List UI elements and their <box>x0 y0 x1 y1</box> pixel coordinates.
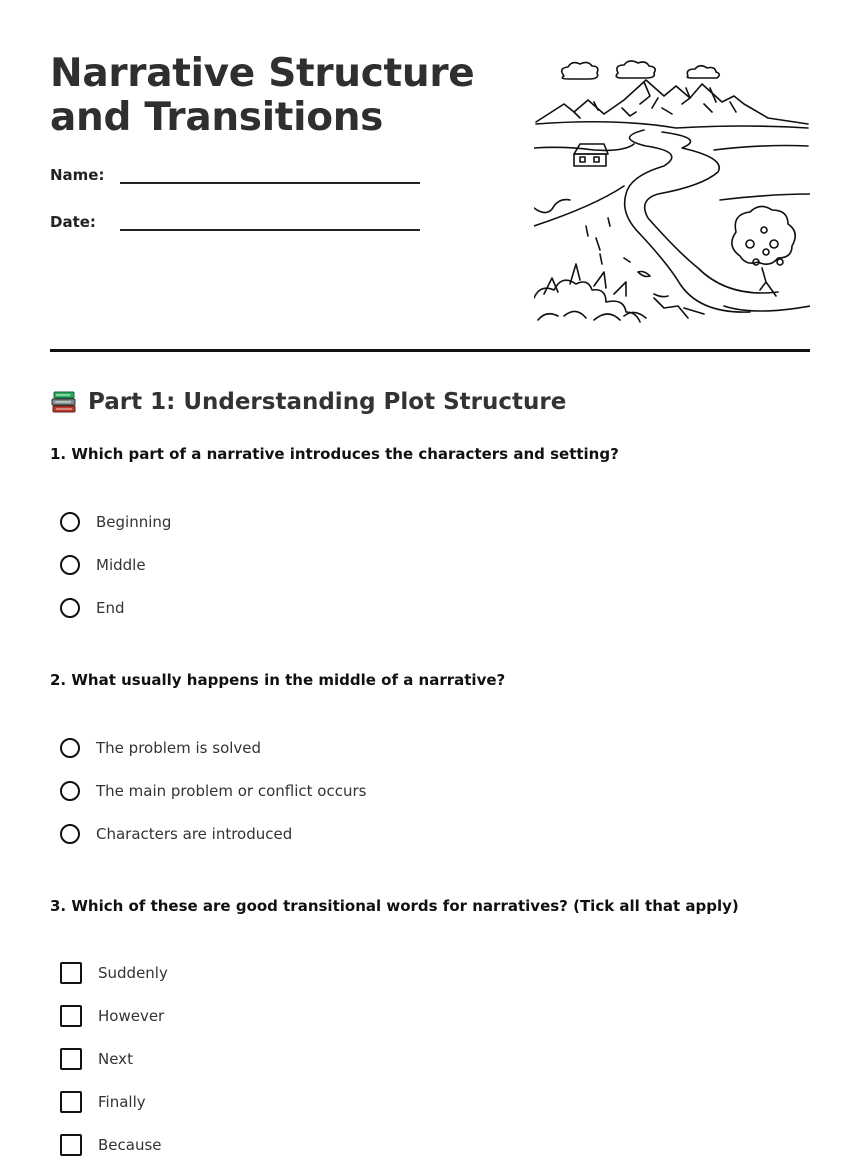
option-label: Suddenly <box>98 964 168 982</box>
option-label: Beginning <box>96 513 172 531</box>
q3-option-however[interactable] <box>60 1003 164 1029</box>
landscape-illustration <box>534 58 810 334</box>
question-2: 2. What usually happens in the middle of a narrative? <box>50 671 506 689</box>
q2-option-conflict-occurs[interactable] <box>60 778 366 804</box>
option-label: Next <box>98 1050 133 1068</box>
radio-button[interactable] <box>60 512 80 532</box>
cloud-icon <box>562 61 720 79</box>
checkbox[interactable] <box>60 1134 82 1156</box>
worksheet-title: Narrative Structure and Transitions <box>50 51 475 140</box>
checkbox[interactable] <box>60 1005 82 1027</box>
radio-button[interactable] <box>60 598 80 618</box>
checkbox[interactable] <box>60 962 82 984</box>
option-label: Middle <box>96 556 146 574</box>
q1-option-beginning[interactable] <box>60 509 171 535</box>
q3-option-because[interactable] <box>60 1132 162 1158</box>
question-1: 1. Which part of a narrative introduces the characters and setting? <box>50 445 619 463</box>
radio-button[interactable] <box>60 738 80 758</box>
q2-option-problem-solved[interactable] <box>60 735 261 761</box>
checkbox[interactable] <box>60 1091 82 1113</box>
checkbox[interactable] <box>60 1048 82 1070</box>
option-label: Characters are introduced <box>96 825 293 843</box>
tree-icon <box>732 206 795 296</box>
radio-button[interactable] <box>60 824 80 844</box>
option-label: The problem is solved <box>96 739 262 757</box>
q3-option-next[interactable] <box>60 1046 133 1072</box>
part1-heading-text: Part 1: Understanding Plot Structure <box>88 389 567 415</box>
house-icon <box>574 144 608 166</box>
books-icon <box>50 389 78 415</box>
part1-heading <box>50 386 566 418</box>
name-label: Name: <box>50 166 105 184</box>
option-label: Because <box>98 1136 162 1154</box>
date-label: Date: <box>50 213 96 231</box>
name-field[interactable] <box>50 166 422 190</box>
radio-button[interactable] <box>60 781 80 801</box>
q1-option-middle[interactable] <box>60 552 146 578</box>
option-label: Finally <box>98 1093 146 1111</box>
header-divider <box>50 349 810 352</box>
bush-icon <box>534 264 688 322</box>
option-label: End <box>96 599 125 617</box>
option-label: The main problem or conflict occurs <box>96 782 367 800</box>
worksheet-page <box>50 0 810 1161</box>
option-label: However <box>98 1007 165 1025</box>
q2-option-characters-introduced[interactable] <box>60 821 292 847</box>
date-field[interactable] <box>50 213 422 237</box>
name-line[interactable] <box>120 182 420 184</box>
question-3: 3. Which of these are good transitional words for narratives? (Tick all that apply) <box>50 897 739 915</box>
date-line[interactable] <box>120 229 420 231</box>
q3-option-finally[interactable] <box>60 1089 146 1115</box>
radio-button[interactable] <box>60 555 80 575</box>
q3-option-suddenly[interactable] <box>60 960 168 986</box>
q1-option-end[interactable] <box>60 595 125 621</box>
